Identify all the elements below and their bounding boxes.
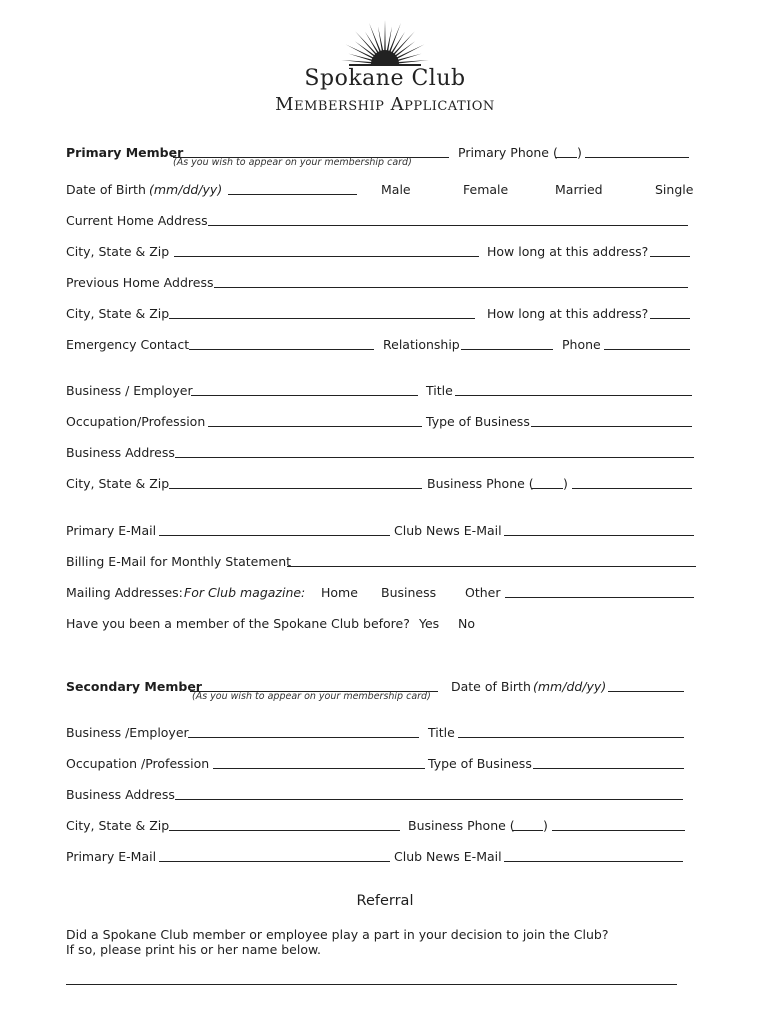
mailing-addresses-label: Mailing Addresses: (66, 585, 183, 600)
secondary-business-address-field[interactable] (175, 799, 683, 800)
prev-address-field[interactable] (214, 287, 688, 288)
type-business-field[interactable] (531, 426, 692, 427)
secondary-business-employer-field[interactable] (188, 737, 419, 738)
mailing-other-option[interactable]: Other (465, 585, 501, 600)
business-city-state-zip-label: City, State & Zip (66, 476, 170, 491)
primary-phone-label: Primary Phone ( (458, 145, 558, 160)
prev-how-long-label: How long at this address? (487, 306, 649, 321)
mailing-for-label: For Club magazine: (184, 585, 306, 600)
relationship-label: Relationship (383, 337, 460, 352)
prev-address-label: Previous Home Address (66, 275, 214, 290)
secondary-city-state-zip-field[interactable] (169, 830, 400, 831)
primary-phone-close: ) (577, 145, 582, 160)
city-state-zip-field[interactable] (174, 256, 479, 257)
referral-name-field[interactable] (66, 984, 677, 985)
business-phone-label: Business Phone ( (427, 476, 534, 491)
secondary-business-phone-close: ) (543, 818, 548, 833)
emergency-contact-field[interactable] (189, 349, 374, 350)
status-married-option[interactable]: Married (555, 182, 603, 197)
home-address-label: Current Home Address (66, 213, 208, 228)
how-long-label: How long at this address? (487, 244, 649, 259)
secondary-occupation-field[interactable] (213, 768, 425, 769)
secondary-dob-format: (mm/dd/yy) (533, 679, 607, 694)
referral-instruction: If so, please print his or her name below. (66, 942, 322, 957)
title-label: Title (426, 383, 453, 398)
secondary-member-label: Secondary Member (66, 679, 202, 694)
secondary-occupation-label: Occupation /Profession (66, 756, 210, 771)
business-address-label: Business Address (66, 445, 175, 460)
logo-ray (341, 60, 373, 64)
logo-ray (396, 54, 421, 62)
referral-heading: Referral (356, 893, 414, 909)
business-phone-close: ) (563, 476, 568, 491)
club-name: Spokane Club (304, 66, 466, 91)
primary-email-label: Primary E-Mail (66, 523, 157, 538)
secondary-club-news-field[interactable] (504, 861, 683, 862)
club-news-email-field[interactable] (504, 535, 694, 536)
prev-city-state-zip-label: City, State & Zip (66, 306, 170, 321)
secondary-member-note: (As you wish to appear on your membership card) (192, 691, 431, 702)
billing-email-field[interactable] (287, 566, 696, 567)
secondary-business-address-label: Business Address (66, 787, 175, 802)
mailing-other-field[interactable] (505, 597, 694, 598)
logo-ray (392, 31, 414, 55)
secondary-title-label: Title (428, 725, 455, 740)
club-logo-sunburst-icon (335, 14, 435, 69)
page-title: Membership Application (275, 94, 495, 115)
primary-member-label: Primary Member (66, 145, 184, 160)
emergency-contact-label: Emergency Contact (66, 337, 190, 352)
club-news-email-label: Club News E-Mail (394, 523, 502, 538)
billing-email-label: Billing E-Mail for Monthly Statement (66, 554, 292, 569)
dob-format: (mm/dd/yy) (149, 182, 223, 197)
business-phone-field[interactable] (572, 488, 692, 489)
secondary-business-employer-label: Business /Employer (66, 725, 189, 740)
primary-phone-area-field[interactable] (555, 157, 577, 158)
logo-sun-core (371, 50, 399, 64)
city-state-zip-label: City, State & Zip (66, 244, 170, 259)
logo-ray (355, 31, 377, 55)
secondary-club-news-label: Club News E-Mail (394, 849, 502, 864)
prior-member-question: Have you been a member of the Spokane Club before? (66, 616, 410, 631)
business-phone-area-field[interactable] (531, 488, 563, 489)
secondary-email-label: Primary E-Mail (66, 849, 157, 864)
referral-question: Did a Spokane Club member or employee play a part in your decision to join the Club? (66, 927, 609, 942)
relationship-field[interactable] (461, 349, 553, 350)
dob-field[interactable] (228, 194, 357, 195)
secondary-email-field[interactable] (159, 861, 390, 862)
secondary-city-state-zip-label: City, State & Zip (66, 818, 170, 833)
prior-member-yes-option[interactable]: Yes (419, 616, 440, 631)
primary-email-field[interactable] (159, 535, 390, 536)
mailing-business-option[interactable]: Business (381, 585, 437, 600)
emergency-phone-label: Phone (562, 337, 601, 352)
primary-member-note: (As you wish to appear on your membership card) (173, 157, 412, 168)
secondary-type-business-field[interactable] (533, 768, 684, 769)
secondary-business-phone-label: Business Phone ( (408, 818, 515, 833)
type-business-label: Type of Business (426, 414, 530, 429)
occupation-field[interactable] (208, 426, 422, 427)
primary-phone-field[interactable] (585, 157, 689, 158)
mailing-home-option[interactable]: Home (321, 585, 358, 600)
business-address-field[interactable] (175, 457, 694, 458)
title-field[interactable] (455, 395, 692, 396)
secondary-type-business-label: Type of Business (428, 756, 532, 771)
home-address-field[interactable] (208, 225, 688, 226)
how-long-field[interactable] (650, 256, 690, 257)
sex-male-option[interactable]: Male (381, 182, 411, 197)
emergency-phone-field[interactable] (604, 349, 690, 350)
logo-ray (384, 20, 386, 52)
sex-female-option[interactable]: Female (463, 182, 509, 197)
dob-label: Date of Birth (66, 182, 146, 197)
secondary-business-phone-field[interactable] (552, 830, 685, 831)
prev-how-long-field[interactable] (650, 318, 690, 319)
business-employer-field[interactable] (191, 395, 418, 396)
occupation-label: Occupation/Profession (66, 414, 206, 429)
secondary-title-field[interactable] (458, 737, 684, 738)
secondary-dob-label: Date of Birth (451, 679, 531, 694)
business-employer-label: Business / Employer (66, 383, 193, 398)
logo-ray (397, 60, 429, 64)
secondary-business-phone-area-field[interactable] (512, 830, 543, 831)
status-single-option[interactable]: Single (655, 182, 694, 197)
logo-ray (348, 54, 373, 62)
prior-member-no-option[interactable]: No (458, 616, 475, 631)
secondary-dob-field[interactable] (608, 691, 684, 692)
business-city-state-zip-field[interactable] (169, 488, 422, 489)
prev-city-state-zip-field[interactable] (169, 318, 475, 319)
